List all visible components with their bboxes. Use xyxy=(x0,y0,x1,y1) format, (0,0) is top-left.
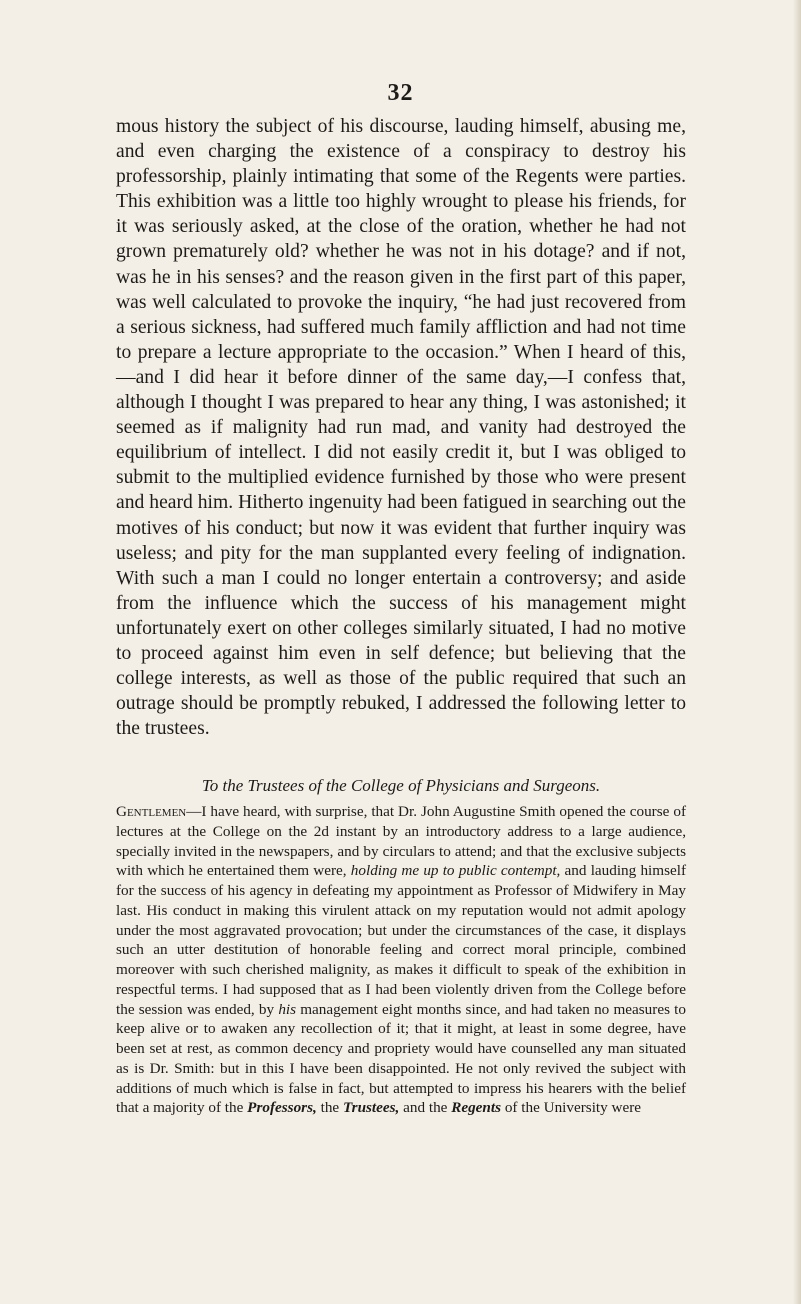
letter-body xyxy=(116,802,686,1118)
page-edge-shadow xyxy=(793,0,801,1304)
letter-text-segment: and the xyxy=(399,1099,452,1117)
letter-text-segment: and lauding himself for the success of his agency in defeating my appointment as Professor of Midwifery in May last. His conduct in making this virulent attack on my reputation would not admit apology under the most aggravated provocation; but under the circumstances of the case, it displays such an utter destitution of honorable feeling and correct moral principle, combined moreover with such cherished malignity, as makes it difficult to speak of the exhibition in respectful terms. I had supposed that as I had been violently driven from the College before the session was ended, by xyxy=(116,862,687,1018)
letter-text-segment: of the University were xyxy=(501,1099,642,1117)
letter-emphasis: Professors, xyxy=(247,1099,317,1117)
letter-emphasis: his xyxy=(278,1000,297,1018)
letter-salutation: Gentlemen xyxy=(116,803,187,820)
letter-heading: To the Trustees of the College of Physicians and Surgeons. xyxy=(201,776,601,795)
letter-text-segment: —I have heard, with surprise, that Dr. John Augustine Smith opened the course of lectures at the College on the 2d instant by an introductory address to a large audience, specially invited in the newspapers, and by circulars to attend; and that the exclusive subjects with which he entertained them were, xyxy=(116,803,686,880)
letter-emphasis: Trustees, xyxy=(342,1099,400,1117)
page-number: 32 xyxy=(387,80,414,106)
letter-text-segment: the xyxy=(316,1099,343,1117)
letter-emphasis: holding me up to public contempt, xyxy=(350,862,561,880)
letter-text-segment: management eight months since, and had taken no measures to keep alive or to awaken any recollection of it; that it might, at least in some degree, have been set at rest, as common decency and propriety would have counselled any man situated as is Dr. Smith: but in this I have been disappointed. He not only revived the subject with additions of much which is false in fact, but attempted to impress his hearers with the belief that a majority of the xyxy=(116,1000,686,1117)
body-paragraph: mous history the subject of his discourse, lauding himself, abusing me, and even charging the existence of a conspiracy to destroy his professorship, plainly intimating that some of the Regents were parties. This exhibition was a little too highly wrought to please his friends, for it was seriously asked, at the close of the oration, whether he had not grown prematurely old? whether he was not in his dotage? and if not, was he in his senses? and the reason given in the first part of this paper, was well calculated to provoke the inquiry, “he had just recovered from a serious sickness, had suffered much family affliction and had not time to prepare a lecture appropriate to the occasion.” When I heard of this,—and I did hear it before dinner of the same day,—I confess that, although I thought I was prepared to hear any thing, I was astonished; it seemed as if malignity had run mad, and vanity had destroyed the equilibrium of intellect. I did not easily credit it, but I was obliged to submit to the multiplied evidence furnished by those who were present and heard him. Hitherto ingenuity had been fatigued in searching out the motives of his conduct; but now it was evident that further inquiry was useless; and pity for the man supplanted every feeling of indignation. With such a man I could no longer entertain a controversy; and aside from the influence which the success of his management might unfortunately exert on other colleges similarly situated, I had no motive to proceed against him even in self defence; but believing that the college interests, as well as those of the public required that such an outrage should be promptly rebuked, I addressed the following letter to the trustees. xyxy=(116,116,686,740)
letter-emphasis: Regents xyxy=(451,1099,502,1117)
